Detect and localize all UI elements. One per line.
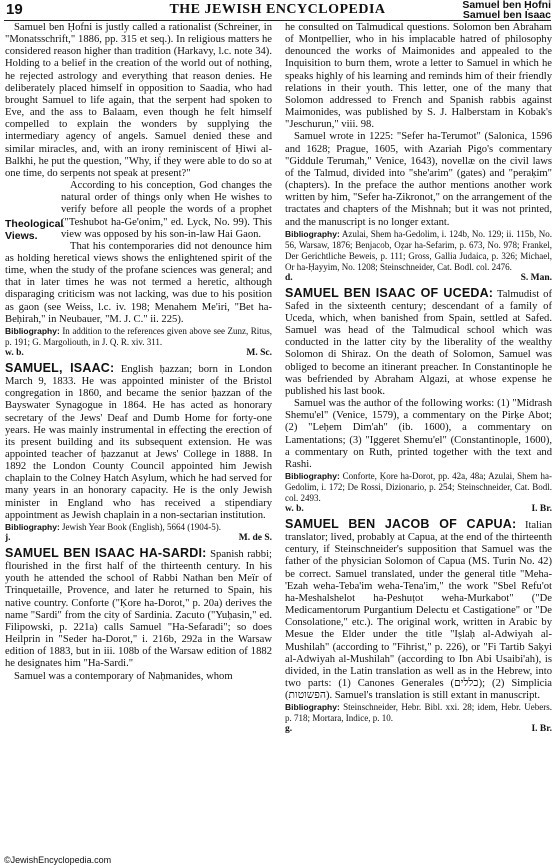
signature-author: I. Br.: [531, 724, 552, 735]
entry-text: Spanish rabbi; flourished in the first half of the thirteenth century. In his youth he attended the school of Rabbi Nathan ben Meïr of Trinquetaille, Provence, and later he returned to Spain, his native country. Conforte ("Ḳore ha-Dorot," p. 20a) derives the name "Sardi" from the city of Sardinia. Zacuto ("Yuḥasin," ed. Filipowski, p. 221a) calls Samuel "Ha-Sefaradi"; so does Heilprin in "Seder ha-Dorot," i. 216b, 292a in the Warsaw edition of 1883, but in iii. 108b of the Warsaw edition of 1882 he designates him "Ha-Sardi.": [5, 548, 272, 670]
paragraph: he consulted on Talmudical questions. Solomon ben Abraham of Montpellier, who in his implacable hatred of philosophy denounced the works of Maimonides and appealed to the Inquisition to burn them, wrote a letter to Samuel in which he speaks highly of his learning and reminds him of their friendly relations in their youth. This letter, one of the many that Solomon addressed to French and Spanish rabbis against Maimonides, was published by S. J. Halberstam in Kobak's "Jeschurun," viii. 98.: [285, 22, 552, 131]
signature: [5, 533, 272, 544]
bibliography: [285, 471, 552, 504]
signature: [285, 504, 552, 515]
signature-author: M. de S.: [238, 532, 272, 543]
entry-heading: SAMUEL BEN JACOB OF CAPUA:: [285, 517, 517, 531]
margin-note: Theological Views.: [5, 218, 64, 243]
entry-heading: SAMUEL BEN ISAAC OF UCEDA:: [285, 285, 494, 300]
signature: [5, 348, 272, 359]
entry-text: Talmudist of Safed in the sixteenth century; descendant of a family of Uceda, which, when banished from Spain, settled at Safed. Samuel was head of the Talmudical school which was conducted in the latter city by the liberality of the wealthy Solomon di Shiraz. On the death of Solomon, Samuel was obliged to become an itinerant preacher. In Constantinople he was befriended by Abraham Algazi, at whose expense he published his last book.: [285, 288, 552, 397]
copyright-footer: ©JewishEncyclopedia.com: [4, 855, 112, 865]
signature: [285, 724, 552, 735]
bibliography: [285, 702, 552, 724]
page-header: [4, 0, 551, 21]
signature-initials: j.: [5, 532, 11, 543]
bibliography-text: Azulai, Shem ha-Gedolim, i. 124b, No. 129; ii. 115b, No. 56, Warsaw, 1876; Benjacob, Oẓar ha-Sefarim, p. 673, No. 978; Frankel, Der Gerichtliche Beweis, p. 111; Gross, Gallia Judaica, p. 326; Michael, Or ha-Ḥayyim, No. 1208; Steinschneider, Cat. Bodl. col. 2476.: [285, 228, 552, 272]
signature-initials: d.: [285, 272, 293, 283]
bibliography-label: Bibliography:: [5, 521, 60, 532]
page-number: 19: [6, 1, 23, 18]
bibliography: [5, 326, 272, 348]
bibliography-text: Jewish Year Book (English), 5664 (1904-5).: [62, 521, 222, 532]
bibliography-text: Steinschneider, Hebr. Bibl. xxi. 28; idem, Hebr. Uebers. p. 718; Mortara, Indice, p. 10.: [285, 702, 552, 724]
entry: [5, 546, 272, 671]
bibliography: [285, 229, 552, 273]
left-column: [5, 22, 272, 858]
bibliography-label: Bibliography:: [285, 471, 340, 481]
bibliography-label: Bibliography:: [285, 228, 340, 239]
running-head-1: Samuel ben Ḥofni: [462, 0, 551, 11]
bibliography: [5, 522, 272, 533]
bibliography-text: Conforte, Ḳore ha-Dorot, pp. 42a, 48a; Azulai, Shem ha-Gedolim, i. 172; De Rossi, Dizionario, p. 254; Steinschneider, Cat. Bodl. col. 2493.: [285, 471, 552, 503]
book-title: THE JEWISH ENCYCLOPEDIA: [169, 2, 386, 17]
bibliography-label: Bibliography:: [5, 325, 60, 336]
running-head: [462, 0, 551, 20]
signature-author: S. Man.: [520, 272, 552, 283]
running-head-2: Samuel ben Isaac: [462, 9, 551, 21]
signature-author: I. Br.: [531, 504, 552, 514]
paragraph: Samuel ben Ḥofni is justly called a rationalist (Schreiner, in "Monatsschrift," 1886, pp. 315 et seq.). In religious matters he considered reason higher than tradition (Harkavy, l.c. note 34). Holding to a belief in the creation of the world out of nothing, he rejected astrology and everything that reason denies. He deliberately placed himself in opposition to Saadia, who had brought Samuel to life again, that the serpent had spoken to Eve, and the ass to Balaam, even though he felt himself compelled to explain the wonders by supplying the intermediary agency of angels. Samuel denied these and similar miracles, and, with an irony reminiscent of Ḥiwi al-Balkhi, he put the question, "Why, if they were able to do so at one time, do serpents not speak at present?": [5, 22, 272, 179]
right-column: [285, 22, 552, 858]
paragraph: According to his conception, God changes the natural order of things only when He wishes to verify before all people the words of a prophet ("Teshubot ha-Ge'onim," ed. Lyck, No. 99). This view was opposed by his son-in-law Hai Gaon.: [61, 180, 272, 240]
signature-initials: w. b.: [5, 347, 24, 358]
bibliography-label: Bibliography:: [285, 702, 340, 713]
signature-initials: w. b.: [285, 504, 304, 514]
entry: [285, 286, 552, 398]
paragraph: That his contemporaries did not denounce him as holding heretical views shows the enlightened spirit of the time, when the study of the profane sciences was general; and that in later times he was not termed a heretic, although disparaging criticism was not lacking, was due to his position as gaon (see Weiss, l.c. iv. 198; Menahem Me'iri, "Bet ha-Beḥirah," in Neubauer, "M. J. C." ii. 225).: [5, 240, 272, 325]
entry: [5, 361, 272, 522]
signature: [285, 273, 552, 284]
entry-heading: SAMUEL BEN ISAAC HA-SARDI:: [5, 545, 207, 560]
paragraph: Samuel was a contemporary of Naḥmanides, whom: [14, 670, 233, 682]
bibliography-text: In addition to the references given above see Zunz, Ritus, p. 191; G. Margoliouth, in J. Q. R. xiv. 311.: [5, 325, 272, 347]
paragraph: Samuel wrote in 1225: "Sefer ha-Terumot" (Salonica, 1596 and 1628; Prague, 1605, with Azariah Pigo's commentary "Giddule Terumah," Venice, 1643), novellæ on the civil laws of the Talmud, divided into "she'arim" (gates) and "peraḳim" (chapters). In the preface the author mentions another work written by him, "Sefer ha-Zikronot," on the arrangement of the tractates and chapters of the Mishnah; but it was not printed, and the manuscript is no longer extant.: [285, 131, 552, 228]
signature-initials: g.: [285, 724, 293, 735]
entry-heading: SAMUEL, ISAAC:: [5, 360, 115, 375]
signature-author: M. Sc.: [246, 347, 272, 358]
paragraph: Samuel was the author of the following works: (1) "Midrash Shemu'el" (Venice, 1579), a commentary on the Pirḳe Abot; (2) "Leḥem Dim'ah" (ib. 1600), a commentary on Lamentations; (3) "Iggeret Shemu'el" (Constantinople, 1600), a commentary on Ruth, printed together with the text and Rashi.: [285, 398, 552, 470]
entry-text: Italian translator; lived, probably at Capua, at the end of the thirteenth century, if Steinschneider's supposition that Samuel was the father of the physician Solomon of Capua (MS. Turin No. 42) be correct. Samuel translated, under the general title "Meha-'Ezah weha-Teba'im weha-Tena'im," the work "Sbel Refu'ot ha-Meshalshelot ha-Peshuṭot weha-Murkabot" ("De Medicamentorum Purgantium Delectu et Castigatione" or "De Consolatione," etc.). The original work, written in Arabic by Mesue the Elder under the title "Iṣlaḥ al-Adwiyah al-Mushilah" (according to "Fihrist," p. 226), or "Fi Tartib Saḳyi al-Adwiyah al-Mushilah" (according to Ibn Abi Usaibi'ah), is divided, in the Latin translation as well as in the Hebrew, into two parts: (1) Canones Generales (כללים); (2) Simplicia (הפשוטות). Samuel's translation is still extant in manuscript.: [285, 520, 552, 702]
entry: [285, 517, 552, 702]
entry-text: English ḥazzan; born in London March 9, 1833. He was appointed minister of the Bristol congregation in 1860, and became the senior ḥazzan of the Bayswater Synagogue in 1864. He has acted as honorary secretary of the Jews' Deaf and Dumb Home for forty-one years. He was mainly instrumental in effecting the erection of its present building and its subsequent extension. He was appointed teacher of ḥazzanut at Jews' College in 1888. In 1892 the London County Council appointed him Jewish chaplain to the Colney Hatch Asylum, which he had served for many years in an honorary capacity. He is the only Jewish minister in England who has received a stipendiary appointment as Jewish chaplain in a non-sectarian institution.: [5, 363, 272, 521]
